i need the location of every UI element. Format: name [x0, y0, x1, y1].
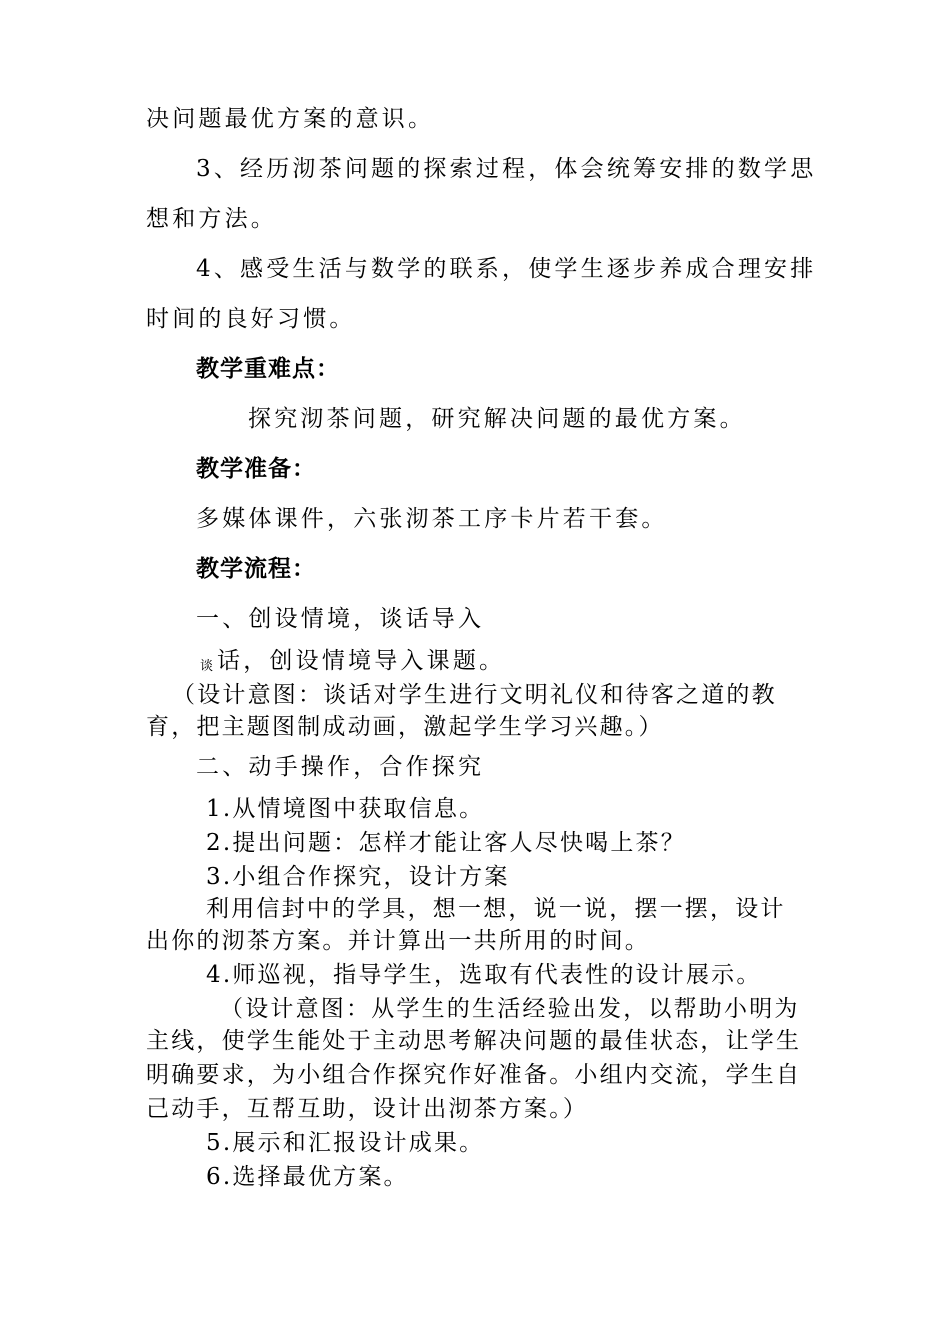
small-char: 谈	[200, 659, 214, 674]
step-5-line: 5.展示和汇报设计成果。	[206, 1130, 485, 1156]
heading-process: 教学流程：	[196, 556, 316, 582]
objective-4-line: 4、感受生活与数学的联系，使学生逐步养成合理安排	[196, 256, 817, 282]
step-6-line: 6.选择最优方案。	[206, 1164, 409, 1190]
paragraph-line	[200, 646, 505, 682]
step-4-line: 4.师巡视，指导学生，选取有代表性的设计展示。	[206, 962, 762, 988]
design-intent-line: 主线，使学生能处于主动思考解决问题的最佳状态，让学生	[146, 1028, 802, 1054]
paragraph-line: 出你的沏茶方案。并计算出一共所用的时间。	[146, 928, 650, 954]
paragraph-line: 时间的良好习惯。	[146, 306, 356, 332]
design-intent-line: （设计意图：谈话对学生进行文明礼仪和待客之道的教	[172, 682, 777, 708]
section-1-title: 一、创设情境，谈话导入	[196, 606, 485, 632]
paragraph-line: 利用信封中的学具，想一想，说一说，摆一摆，设计	[206, 896, 786, 922]
section-2-title: 二、动手操作，合作探究	[196, 754, 485, 780]
design-intent-line: 育，把主题图制成动画，激起学生学习兴趣。）	[146, 714, 664, 740]
paragraph-line: 多媒体课件，六张沏茶工序卡片若干套。	[196, 506, 668, 532]
paragraph-line: 决问题最优方案的意识。	[146, 106, 435, 132]
design-intent-line: 己动手，互帮互助，设计出沏茶方案。）	[146, 1096, 589, 1122]
paragraph-line: 想和方法。	[146, 206, 277, 232]
design-intent-line: （设计意图：从学生的生活经验出发，以帮助小明为	[220, 996, 800, 1022]
paragraph-text: 话，创设情境导入课题。	[217, 648, 506, 674]
heading-key-difficulties: 教学重难点：	[196, 356, 340, 382]
step-1-line: 1.从情境图中获取信息。	[206, 796, 485, 822]
paragraph-line: 探究沏茶问题，研究解决问题的最优方案。	[248, 406, 746, 432]
objective-3-line: 3、经历沏茶问题的探索过程，体会统筹安排的数学思	[196, 156, 817, 182]
heading-preparation: 教学准备：	[196, 456, 316, 482]
step-3-line: 3.小组合作探究，设计方案	[206, 864, 510, 890]
design-intent-line: 明确要求，为小组合作探究作好准备。小组内交流，学生自	[146, 1062, 802, 1088]
step-2-line: 2.提出问题：怎样才能让客人尽快喝上茶？	[206, 830, 686, 856]
